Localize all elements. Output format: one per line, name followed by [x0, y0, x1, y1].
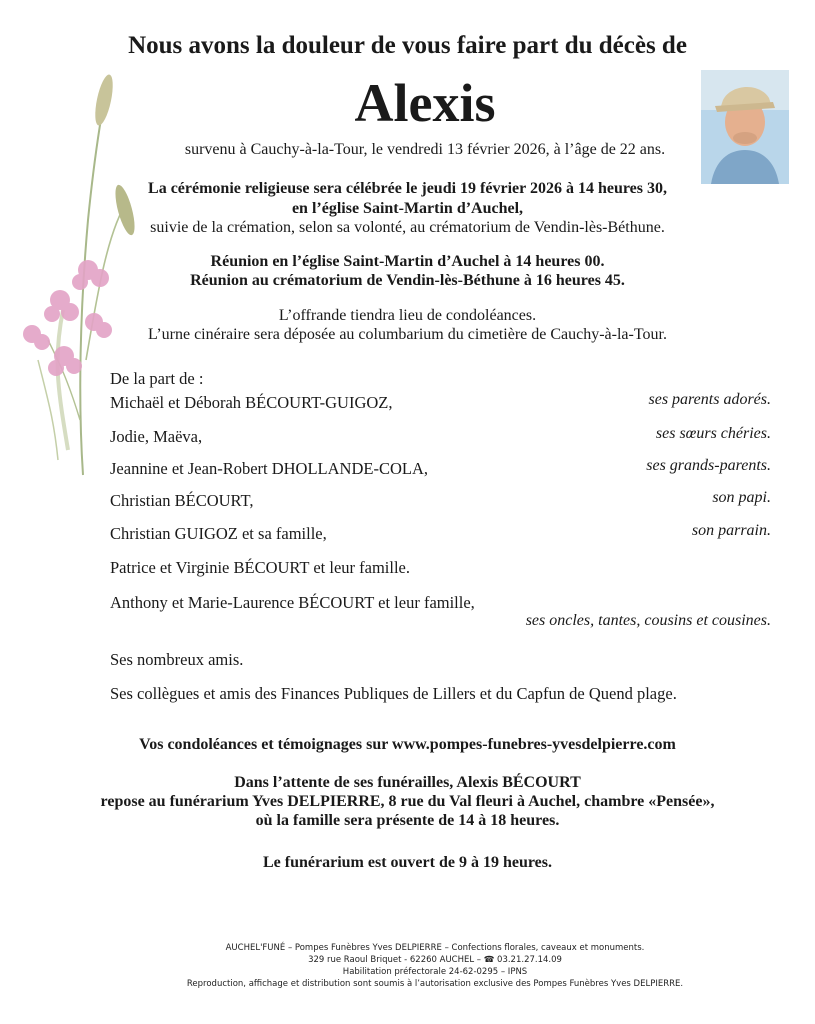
- family-extended-relation: ses oncles, tantes, cousins et cousines.: [525, 612, 771, 629]
- family-row-name: Jodie, Maëva,: [110, 427, 203, 446]
- funerarium-hours: Le funérarium est ouvert de 9 à 19 heures.: [263, 854, 552, 871]
- family-row-name: Christian GUIGOZ et sa famille,: [110, 524, 327, 543]
- family-row-name: Christian BÉCOURT,: [110, 491, 254, 510]
- family-row-relation: ses grands-parents.: [646, 457, 771, 474]
- family-row-name: Anthony et Marie-Laurence BÉCOURT et leur famille,: [110, 593, 475, 612]
- family-intro: De la part de :: [110, 369, 204, 388]
- footer-line-4: Reproduction, affichage et distribution sont soumis à l’autorisation exclusive des Pompes Funèbres Yves DELPIERRE.: [186, 979, 684, 989]
- meeting-line-1: Réunion en l’église Saint-Martin d’Auchel à 14 heures 00.: [210, 253, 605, 270]
- footer-line-3: Habilitation préfectorale 24-62-0295 – IPNS: [342, 967, 528, 977]
- funerarium-line-3: où la famille sera présente de 14 à 18 heures.: [255, 812, 560, 829]
- family-colleagues: Ses collègues et amis des Finances Publiques de Lillers et du Capfun de Quend plage.: [110, 684, 677, 703]
- family-row-name: Patrice et Virginie BÉCOURT et leur famille.: [110, 558, 410, 577]
- footer-line-2: 329 rue Raoul Briquet - 62260 AUCHEL – ☎ 03.21.27.14.09: [308, 955, 562, 965]
- family-friends: Ses nombreux amis.: [110, 650, 244, 669]
- family-row-relation: son papi.: [712, 489, 771, 506]
- footer-line-1: AUCHEL'FUNÉ – Pompes Funèbres Yves DELPIERRE – Confections florales, caveaux et monuments.: [225, 943, 645, 953]
- family-row-relation: son parrain.: [691, 522, 771, 539]
- meeting-line-2: Réunion au crématorium de Vendin-lès-Béthune à 16 heures 45.: [190, 272, 625, 289]
- ceremony-line-3: suivie de la crémation, selon sa volonté, au crématorium de Vendin-lès-Béthune.: [150, 219, 665, 236]
- family-row-relation: ses sœurs chéries.: [655, 425, 771, 442]
- family-row-relation: ses parents adorés.: [648, 391, 771, 408]
- ceremony-line-1: La cérémonie religieuse sera célébrée le jeudi 19 février 2026 à 14 heures 30,: [148, 180, 667, 197]
- offering-line-2: L’urne cinéraire sera déposée au columbarium du cimetière de Cauchy-à-la-Tour.: [148, 326, 667, 343]
- deceased-name: Alexis: [354, 73, 496, 133]
- death-info: survenu à Cauchy-à-la-Tour, le vendredi 13 février 2026, à l’âge de 22 ans.: [184, 141, 666, 158]
- announcement-header: Nous avons la douleur de vous faire part du décès de: [128, 32, 687, 59]
- ceremony-line-2: en l’église Saint-Martin d’Auchel,: [291, 200, 524, 217]
- condolences-website: Vos condoléances et témoignages sur www.pompes-funebres-yvesdelpierre.com: [139, 736, 676, 753]
- funerarium-line-2: repose au funérarium Yves DELPIERRE, 8 rue du Val fleuri à Auchel, chambre «Pensée»,: [100, 793, 715, 810]
- family-row-name: Michaël et Déborah BÉCOURT-GUIGOZ,: [110, 393, 393, 412]
- family-row-name: Jeannine et Jean-Robert DHOLLANDE-COLA,: [110, 459, 428, 478]
- funerarium-line-1: Dans l’attente de ses funérailles, Alexis BÉCOURT: [234, 774, 581, 791]
- offering-line-1: L’offrande tiendra lieu de condoléances.: [278, 307, 537, 324]
